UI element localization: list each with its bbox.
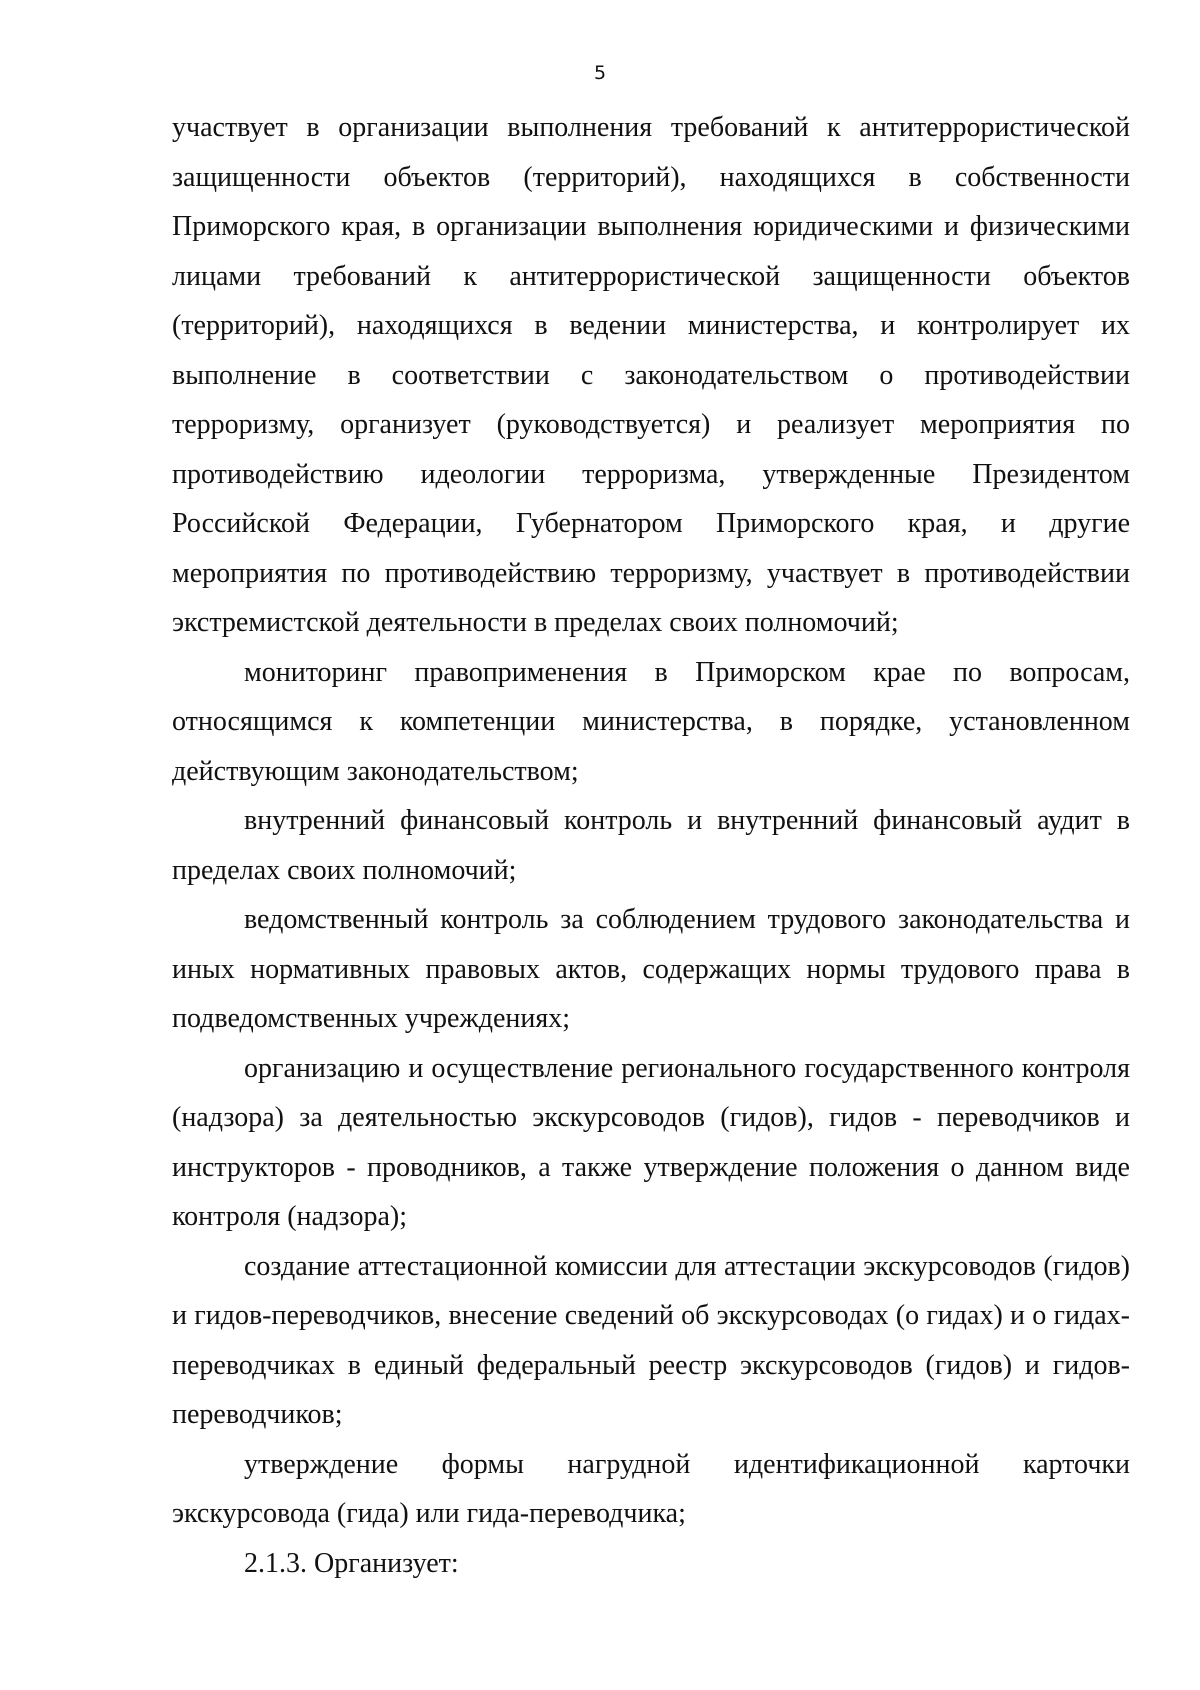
paragraph-labor-control: ведомственный контроль за соблюдением трудового законодательства и иных нормативных правовых актов, содержащих нормы трудового права в подведомственных учреждениях; xyxy=(172,904,1130,1034)
paragraph-financial-control: внутренний финансовый контроль и внутренний финансовый аудит в пределах своих полномочий; xyxy=(172,805,1130,886)
paragraph-antiterror: участвует в организации выполнения требований к антитеррористической защищенности объектов (территорий), находящихся в собственности Приморского края, в организации выполнения юридическими и физическими лицами требований к антитеррористической защищенности объектов (территорий), находящихся в ведении министерства, и контролирует их выполнение в соответствии с законодательством о противодействии терроризму, организует (руководствуется) и реализует мероприятия по противодействию идеологии терроризма, утвержденные Президентом Российской Федерации, Губернатором Приморского края, и другие мероприятия по противодействию терроризму, участвует в противодействии экстремистской деятельности в пределах своих полномочий; xyxy=(172,112,1130,638)
paragraph-id-card-form: утверждение формы нагрудной идентификационной карточки экскурсовода (гида) или гида-переводчика; xyxy=(172,1448,1130,1529)
document-body xyxy=(172,103,1130,1588)
paragraph-monitoring: мониторинг правоприменения в Приморском крае по вопросам, относящимся к компетенции министерства, в порядке, установленном действующим законодательством; xyxy=(172,656,1130,787)
section-heading-2-1-3: 2.1.3. Организует: xyxy=(244,1547,459,1579)
paragraph-attestation-commission: создание аттестационной комиссии для аттестации экскурсоводов (гидов) и гидов-переводчиков, внесение сведений об экскурсоводах (о гидах) и о гидах-переводчиках в единый федеральный реестр экскурсоводов (гидов) и гидов-переводчиков; xyxy=(172,1250,1130,1430)
page-number: 5 xyxy=(593,62,607,84)
paragraph-guide-supervision: организацию и осуществление регионального государственного контроля (надзора) за деятельностью экскурсоводов (гидов), гидов - переводчиков и инструкторов - проводников, а также утверждение положения о данном виде контроля (надзора); xyxy=(172,1052,1130,1232)
